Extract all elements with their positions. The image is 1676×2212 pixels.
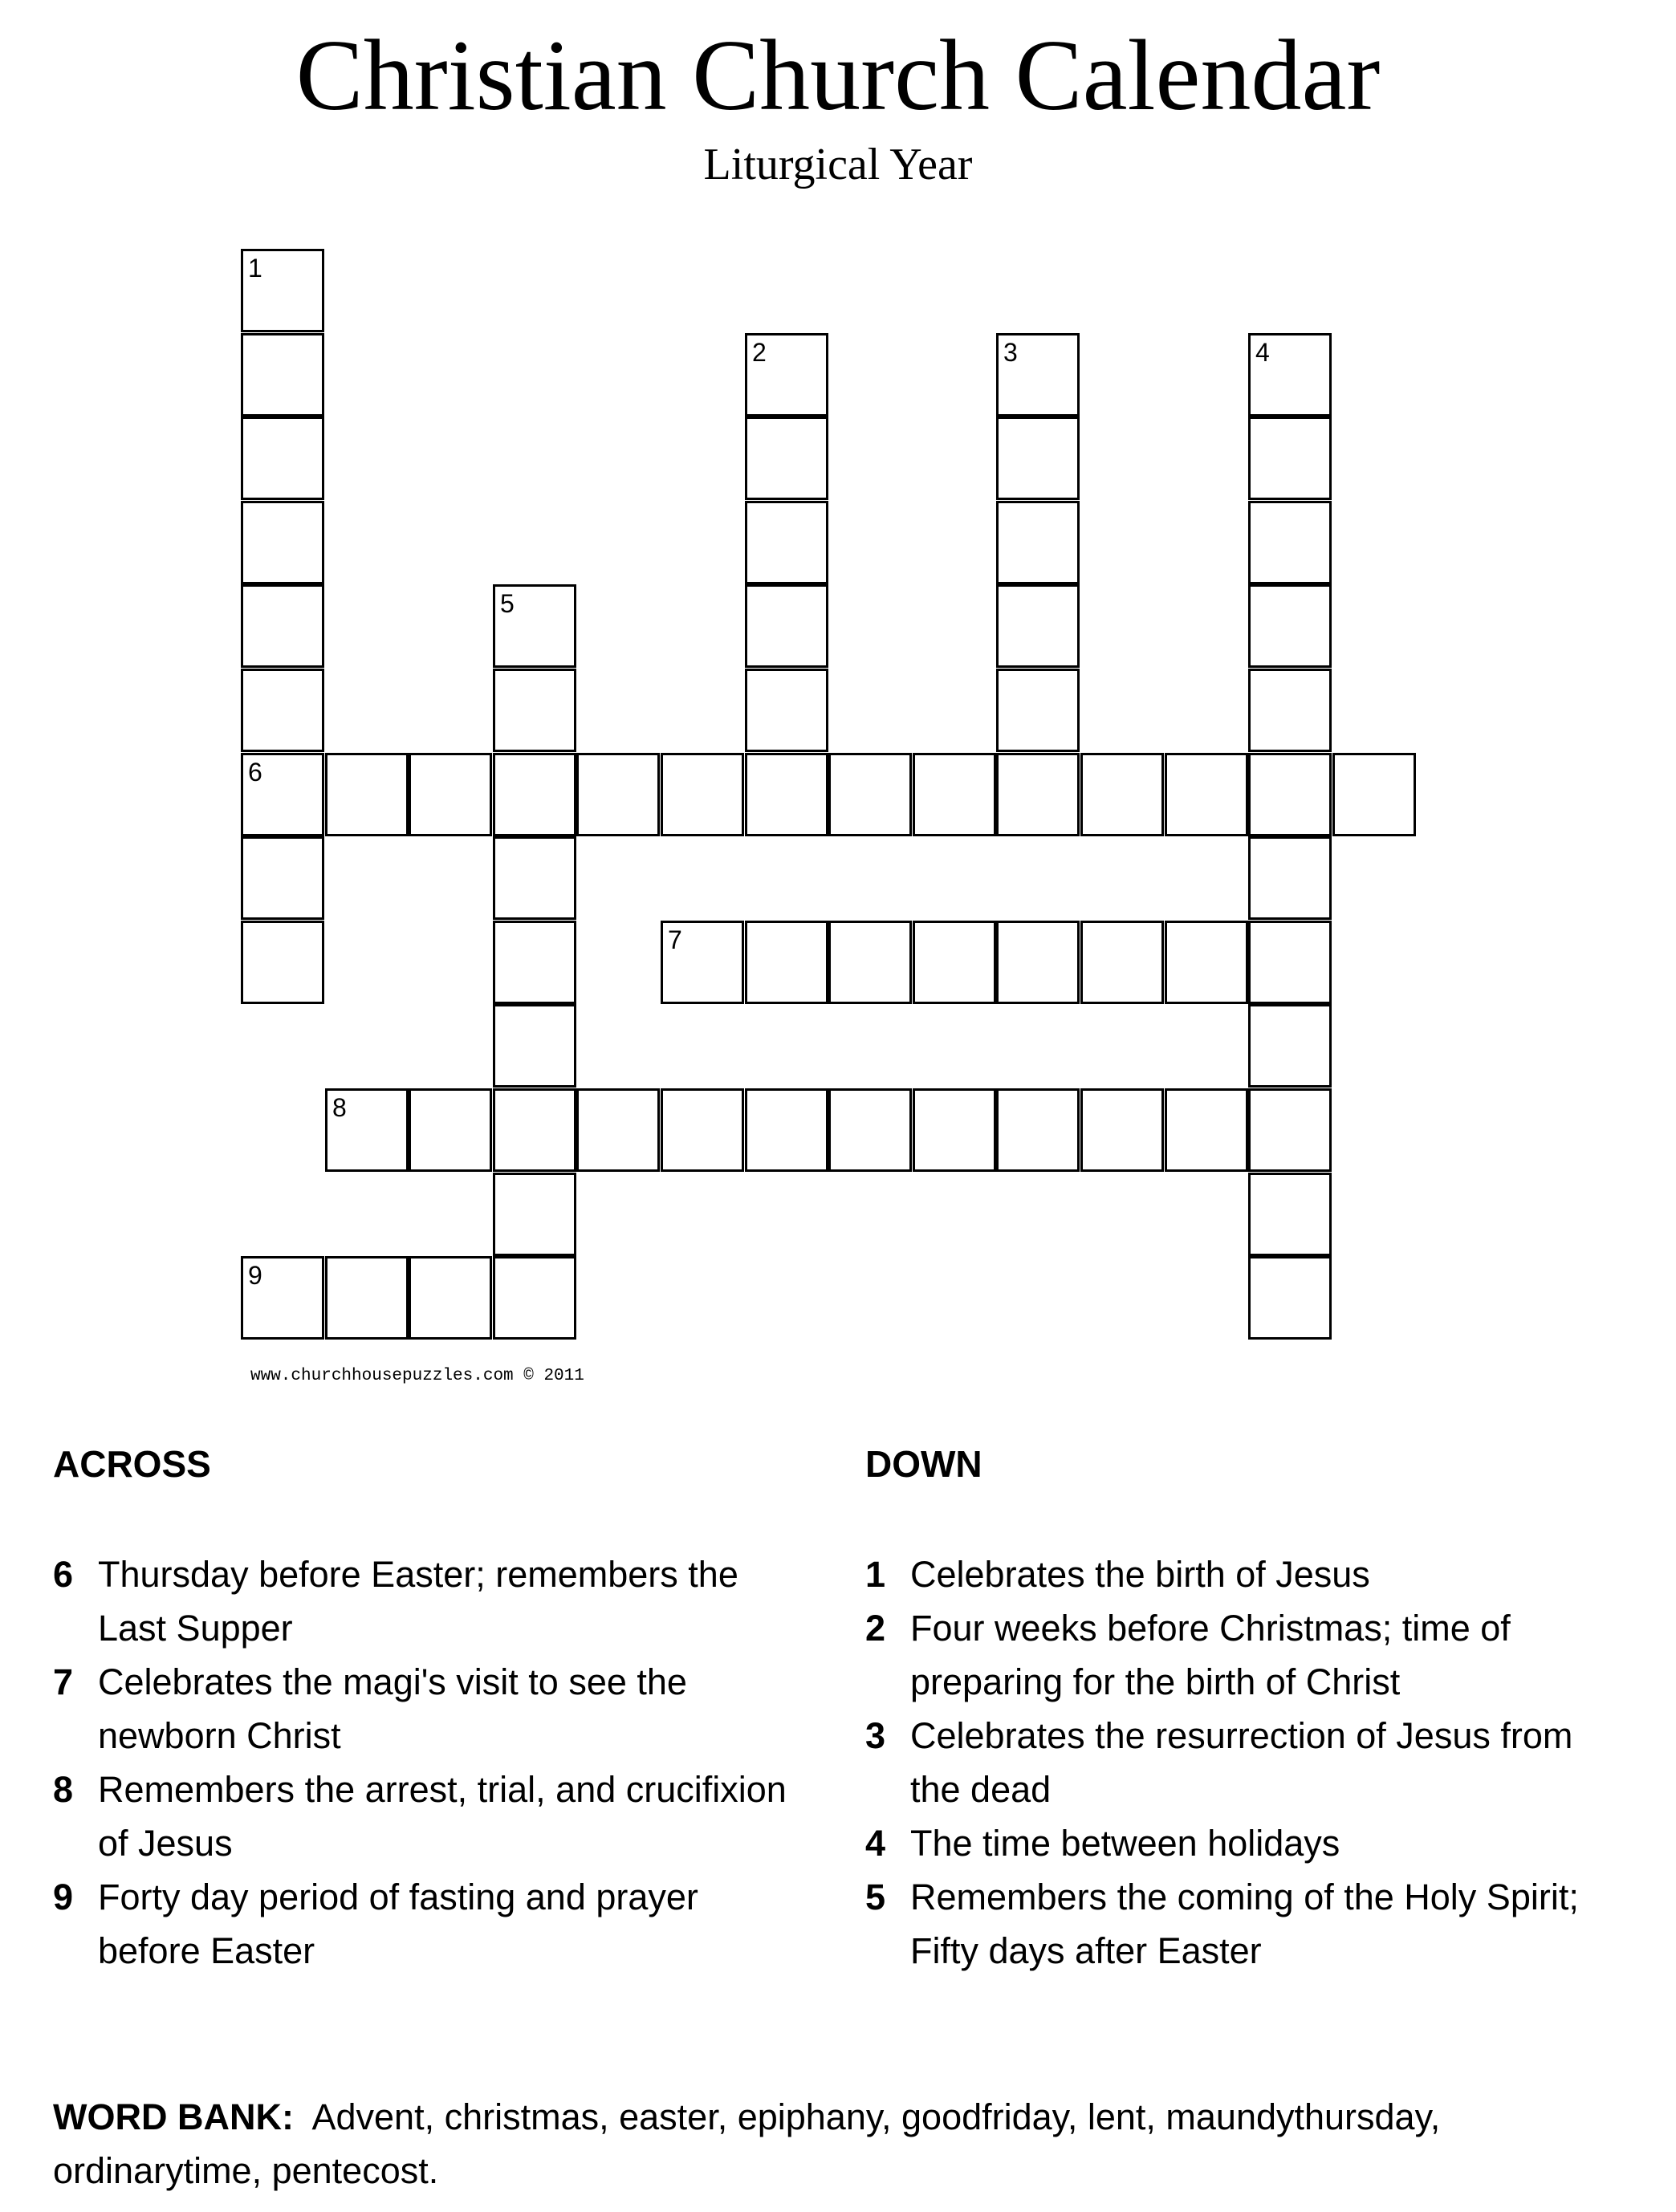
grid-cell[interactable] bbox=[996, 501, 1080, 584]
grid-cell[interactable] bbox=[996, 1088, 1080, 1172]
grid-cell[interactable] bbox=[1248, 921, 1332, 1004]
grid-cell[interactable] bbox=[1248, 333, 1332, 417]
grid-cell[interactable] bbox=[996, 753, 1080, 836]
clue-item-number: 4 bbox=[865, 1823, 886, 1864]
grid-cell[interactable] bbox=[1248, 1004, 1332, 1088]
grid-cell[interactable] bbox=[996, 669, 1080, 752]
clue-item-number: 8 bbox=[53, 1769, 74, 1810]
clue-item bbox=[53, 1547, 791, 1655]
grid-cell[interactable] bbox=[1248, 417, 1332, 500]
grid-cell[interactable] bbox=[1332, 753, 1416, 836]
grid-cell[interactable] bbox=[913, 921, 996, 1004]
grid-cell[interactable] bbox=[745, 584, 828, 668]
grid-cell[interactable] bbox=[996, 584, 1080, 668]
grid-cell[interactable] bbox=[745, 501, 828, 584]
grid-cell[interactable] bbox=[493, 584, 576, 668]
grid-cell[interactable] bbox=[1248, 1173, 1332, 1256]
grid-cell[interactable] bbox=[1248, 501, 1332, 584]
grid-cell[interactable] bbox=[745, 333, 828, 417]
grid-cell[interactable] bbox=[241, 501, 324, 584]
clue-item bbox=[53, 1763, 791, 1870]
clue-item bbox=[865, 1547, 1612, 1601]
clue-number: 6 bbox=[248, 758, 262, 787]
grid-cell[interactable] bbox=[325, 1088, 409, 1172]
across-clue-list bbox=[53, 1547, 791, 1978]
grid-cell[interactable] bbox=[325, 1256, 409, 1340]
clue-item-text: Remembers the arrest, trial, and crucifixion of Jesus bbox=[98, 1769, 787, 1864]
grid-cell[interactable] bbox=[241, 921, 324, 1004]
clue-item-number: 6 bbox=[53, 1554, 74, 1595]
grid-cell[interactable] bbox=[493, 1004, 576, 1088]
clue-item-number: 2 bbox=[865, 1608, 886, 1649]
clue-item-text: Forty day period of fasting and prayer before Easter bbox=[98, 1877, 698, 1971]
grid-cell[interactable] bbox=[241, 836, 324, 920]
clue-item-number: 1 bbox=[865, 1554, 886, 1595]
grid-cell[interactable] bbox=[661, 921, 744, 1004]
page-subtitle: Liturgical Year bbox=[703, 140, 973, 189]
copyright-credit: www.churchhousepuzzles.com © 2011 bbox=[250, 1367, 584, 1385]
grid-cell[interactable] bbox=[241, 1256, 324, 1340]
clue-item bbox=[53, 1655, 791, 1763]
word-bank bbox=[53, 2090, 1626, 2198]
crossword-grid bbox=[241, 249, 1429, 1356]
clue-number: 3 bbox=[1003, 338, 1018, 367]
clue-item bbox=[865, 1601, 1612, 1709]
grid-cell[interactable] bbox=[1248, 836, 1332, 920]
grid-cell[interactable] bbox=[493, 1256, 576, 1340]
grid-cell[interactable] bbox=[661, 753, 744, 836]
grid-cell[interactable] bbox=[1165, 1088, 1248, 1172]
clue-item-text: Remembers the coming of the Holy Spirit; Fifty days after Easter bbox=[910, 1877, 1579, 1971]
clue-item-text: Thursday before Easter; remembers the Last Supper bbox=[98, 1554, 738, 1649]
grid-cell[interactable] bbox=[325, 753, 409, 836]
grid-cell[interactable] bbox=[241, 417, 324, 500]
down-heading: DOWN bbox=[865, 1443, 982, 1485]
clue-item-number: 3 bbox=[865, 1715, 886, 1756]
clue-number: 2 bbox=[752, 338, 767, 367]
grid-cell[interactable] bbox=[1080, 1088, 1164, 1172]
clue-item-number: 9 bbox=[53, 1877, 74, 1917]
grid-cell[interactable] bbox=[493, 836, 576, 920]
clue-item-text: Celebrates the birth of Jesus bbox=[910, 1554, 1370, 1595]
word-bank-words: Advent, christmas, easter, epiphany, goodfriday, lent, maundythursday, ordinarytime, pentecost. bbox=[53, 2096, 1441, 2191]
clue-item-text: Celebrates the magi's visit to see the newborn Christ bbox=[98, 1661, 687, 1756]
clue-number: 4 bbox=[1255, 338, 1270, 367]
grid-cell[interactable] bbox=[409, 1088, 492, 1172]
grid-cell[interactable] bbox=[661, 1088, 744, 1172]
grid-cell[interactable] bbox=[1165, 921, 1248, 1004]
clue-number: 1 bbox=[248, 254, 262, 283]
clue-item-number: 5 bbox=[865, 1877, 886, 1917]
grid-cell[interactable] bbox=[745, 669, 828, 752]
grid-cell[interactable] bbox=[241, 669, 324, 752]
grid-cell[interactable] bbox=[1248, 1256, 1332, 1340]
clue-number: 7 bbox=[668, 925, 682, 954]
grid-cell[interactable] bbox=[828, 1088, 912, 1172]
grid-cell[interactable] bbox=[1080, 753, 1164, 836]
grid-cell[interactable] bbox=[996, 417, 1080, 500]
grid-cell[interactable] bbox=[828, 921, 912, 1004]
grid-cell[interactable] bbox=[996, 921, 1080, 1004]
clue-number: 5 bbox=[500, 589, 515, 618]
grid-cell[interactable] bbox=[913, 753, 996, 836]
clue-number: 8 bbox=[332, 1093, 347, 1122]
grid-cell[interactable] bbox=[745, 417, 828, 500]
grid-cell[interactable] bbox=[745, 921, 828, 1004]
grid-cell[interactable] bbox=[745, 753, 828, 836]
grid-cell[interactable] bbox=[409, 753, 492, 836]
clue-item-number: 7 bbox=[53, 1661, 74, 1702]
grid-cell[interactable] bbox=[828, 753, 912, 836]
grid-cell[interactable] bbox=[409, 1256, 492, 1340]
word-bank-label: WORD BANK: bbox=[53, 2096, 294, 2137]
grid-cell[interactable] bbox=[493, 1088, 576, 1172]
grid-cell[interactable] bbox=[1248, 1088, 1332, 1172]
grid-cell[interactable] bbox=[1248, 584, 1332, 668]
across-heading: ACROSS bbox=[53, 1443, 211, 1485]
grid-cell[interactable] bbox=[241, 753, 324, 836]
grid-cell[interactable] bbox=[241, 333, 324, 417]
grid-cell[interactable] bbox=[1080, 921, 1164, 1004]
grid-cell[interactable] bbox=[1248, 753, 1332, 836]
clue-item-text: Four weeks before Christmas; time of preparing for the birth of Christ bbox=[910, 1608, 1511, 1702]
clue-item bbox=[865, 1816, 1612, 1870]
grid-cell[interactable] bbox=[996, 333, 1080, 417]
clue-item bbox=[865, 1709, 1612, 1816]
clue-item-text: The time between holidays bbox=[910, 1823, 1340, 1864]
grid-cell[interactable] bbox=[493, 921, 576, 1004]
grid-cell[interactable] bbox=[576, 753, 660, 836]
down-clue-list bbox=[865, 1547, 1612, 1978]
grid-cell[interactable] bbox=[745, 1088, 828, 1172]
clue-item-text: Celebrates the resurrection of Jesus from the dead bbox=[910, 1715, 1573, 1810]
grid-cell[interactable] bbox=[913, 1088, 996, 1172]
clue-item bbox=[53, 1870, 791, 1978]
grid-cell[interactable] bbox=[241, 249, 324, 332]
grid-cell[interactable] bbox=[493, 669, 576, 752]
grid-cell[interactable] bbox=[493, 1173, 576, 1256]
clue-item bbox=[865, 1870, 1612, 1978]
grid-cell[interactable] bbox=[576, 1088, 660, 1172]
grid-cell[interactable] bbox=[241, 584, 324, 668]
grid-cell[interactable] bbox=[1165, 753, 1248, 836]
grid-cell[interactable] bbox=[1248, 669, 1332, 752]
clue-number: 9 bbox=[248, 1261, 262, 1290]
page-title: Christian Church Calendar bbox=[295, 20, 1381, 132]
grid-cell[interactable] bbox=[493, 753, 576, 836]
